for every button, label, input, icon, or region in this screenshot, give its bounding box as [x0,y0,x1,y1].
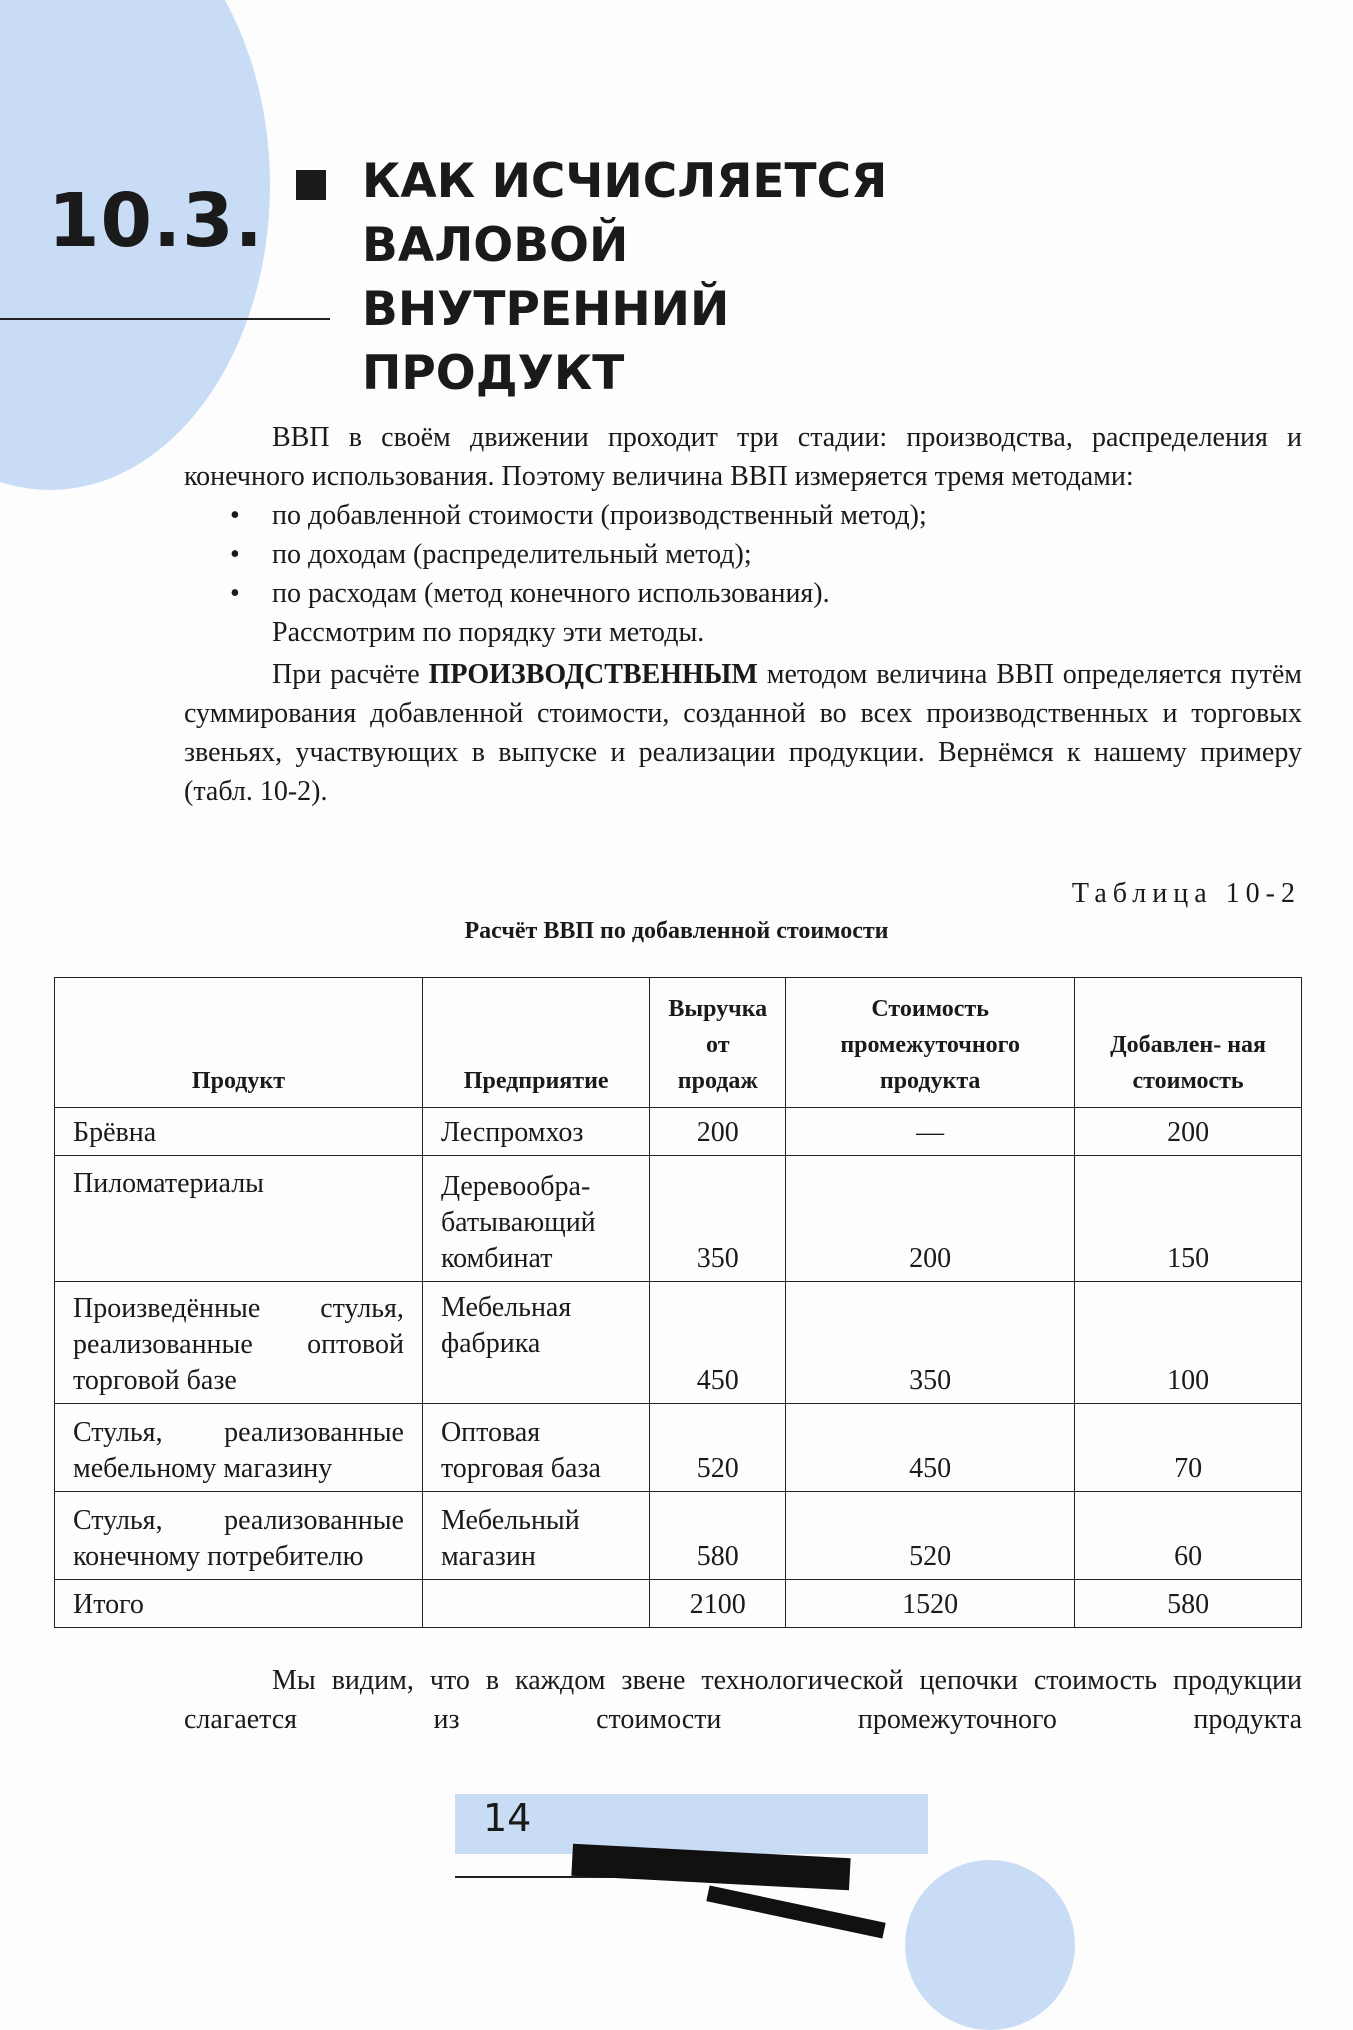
section-title: КАК ИСЧИСЛЯЕТСЯ ВАЛОВОЙ ВНУТРЕННИЙ ПРОДУКТ [362,154,888,401]
cell-revenue: 520 [650,1404,786,1492]
cell-enterprise [422,1580,649,1628]
intro-paragraph: ВВП в своём движении проходит три стадии: производства, распределения и конечного использования. Поэтому величина ВВП измеряется тремя методами: [184,422,1302,492]
cell-product: Стулья, реализованные мебельному магазину [55,1404,423,1492]
method-item: • по добавленной стоимости (производственный метод); [272,496,1302,535]
header-revenue: Выручка от продаж [650,978,786,1108]
method-item: • по доходам (распределительный метод); [272,535,1302,574]
cell-enterprise: Мебельная фабрика [422,1282,649,1404]
cell-enterprise: Деревообра- батывающий комбинат [422,1156,649,1282]
cell-revenue: 350 [650,1156,786,1282]
header-intermediate: Стоимость промежуточного продукта [786,978,1075,1108]
cell-added: 70 [1075,1404,1302,1492]
cell-revenue: 580 [650,1492,786,1580]
table-caption: Расчёт ВВП по добавленной стоимости [464,918,889,944]
table-row [55,1156,1302,1282]
cell-product: Стулья, реализованные конечному потребителю [55,1492,423,1580]
section-square-marker [296,170,326,200]
redaction-bar [706,1885,885,1938]
section-number: 10.3. [48,178,264,264]
cell-added: 100 [1075,1282,1302,1404]
cell-added: 200 [1075,1108,1302,1156]
gdp-table [54,977,1302,1628]
conclusion-paragraph: Мы видим, что в каждом звене технологической цепочки стоимость продукции слагается из стоимости промежуточного продукта [184,1665,1302,1735]
cell-added: 580 [1075,1580,1302,1628]
cell-intermediate: 1520 [786,1580,1075,1628]
table-row [55,1492,1302,1580]
page-number: 14 [483,1796,532,1840]
production-emphasis: ПРОИЗВОДСТВЕННЫМ [428,659,758,690]
table-row [55,1282,1302,1404]
cell-product: Брёвна [55,1108,423,1156]
section-underline [0,318,330,320]
cell-intermediate: 520 [786,1492,1075,1580]
production-lead: При расчёте [272,659,420,690]
cell-revenue: 200 [650,1108,786,1156]
table-total-row [55,1580,1302,1628]
production-paragraph [184,655,1302,811]
cell-revenue: 450 [650,1282,786,1404]
cell-added: 150 [1075,1156,1302,1282]
cell-intermediate: — [786,1108,1075,1156]
header-product: Продукт [55,978,423,1108]
cell-intermediate: 200 [786,1156,1075,1282]
cell-enterprise: Оптовая торговая база [422,1404,649,1492]
cell-enterprise: Леспромхоз [422,1108,649,1156]
cell-enterprise: Мебельный магазин [422,1492,649,1580]
cell-intermediate: 450 [786,1404,1075,1492]
decorative-circle-bottom [905,1860,1075,2030]
conclusion-block [184,1661,1302,1739]
cell-product: Произведённые стулья, реализованные оптовой торговой базе [55,1282,423,1404]
cell-product: Итого [55,1580,423,1628]
cell-added: 60 [1075,1492,1302,1580]
table-label: Таблица 10-2 [1071,878,1301,909]
methods-list [184,496,1302,613]
cell-revenue: 2100 [650,1580,786,1628]
intro-block [184,418,1302,811]
header-enterprise: Предприятие [422,978,649,1108]
cell-intermediate: 350 [786,1282,1075,1404]
cell-product: Пиломатериалы [55,1156,423,1282]
table-row [55,1108,1302,1156]
table-row [55,1404,1302,1492]
method-item: • по расходам (метод конечного использования). [272,574,1302,613]
next-paragraph: Рассмотрим по порядку эти методы. [272,617,705,648]
table-header-row [55,978,1302,1108]
header-added: Добавлен- ная стоимость [1075,978,1302,1108]
production-rest: методом величина ВВП определяется путём суммирования добавленной стоимости, созданной во всех производственных и торговых звеньях, участвующих в выпуске и реализации продукции. Вернёмся к нашему примеру (табл. 10-2). [184,659,1303,807]
